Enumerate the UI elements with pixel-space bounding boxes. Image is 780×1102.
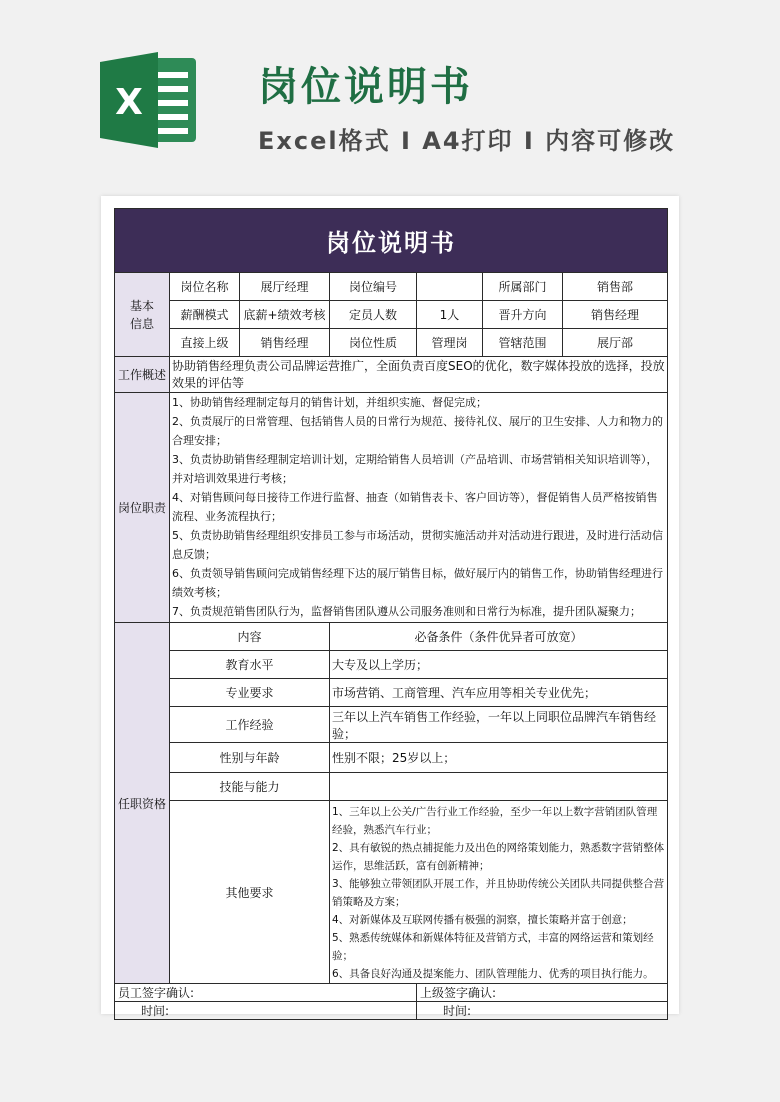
qual-value: 市场营销、工商管理、汽车应用等相关专业优先；	[330, 679, 668, 707]
cell-value: 1人	[417, 301, 483, 329]
qual-value: 性别不限；25岁以上；	[330, 743, 668, 773]
banner	[0, 0, 780, 190]
requirement-item: 5、熟悉传统媒体和新媒体特征及营销方式，丰富的网络运营和策划经验；	[332, 932, 654, 962]
duty-item: 2、负责展厅的日常管理、包括销售人员的日常行为规范、接待礼仪、展厅的卫生安排、人力和物力的合理安排；	[172, 415, 663, 447]
qualification-label: 任职资格	[115, 623, 170, 984]
employee-time: 时间:	[115, 1002, 417, 1020]
requirement-item: 4、对新媒体及互联网传播有极强的洞察，擅长策略并富于创意；	[332, 914, 633, 926]
other-requirements	[330, 801, 668, 984]
requirement-item: 6、具备良好沟通及提案能力、团队管理能力、优秀的项目执行能力。	[332, 968, 654, 980]
banner-subtitle: Excel格式 I A4打印 I 内容可修改	[258, 127, 676, 155]
qual-item: 教育水平	[170, 651, 330, 679]
qual-item: 性别与年龄	[170, 743, 330, 773]
cell-label: 所属部门	[483, 273, 563, 301]
duty-item: 5、负责协助销售经理组织安排员工参与市场活动，贯彻实施活动并对活动进行跟进，及时进行活动信息反馈；	[172, 529, 663, 561]
cell-label: 直接上级	[170, 329, 240, 357]
excel-icon	[100, 48, 200, 152]
duties-list	[170, 393, 668, 623]
basic-info-label: 基本信息	[115, 273, 170, 357]
cell-value: 底薪+绩效考核	[240, 301, 330, 329]
cell-value: 销售经理	[240, 329, 330, 357]
qual-header-value: 必备条件（条件优异者可放宽）	[330, 623, 668, 651]
duty-item: 3、负责协助销售经理制定培训计划，定期给销售人员培训（产品培训、市场营销相关知识培训等），并对培训效果进行考核；	[172, 453, 658, 485]
logo-letter: X	[115, 82, 143, 123]
qual-value: 三年以上汽车销售工作经验，一年以上同职位品牌汽车销售经验；	[330, 707, 668, 743]
cell-label: 岗位名称	[170, 273, 240, 301]
banner-title: 岗位说明书	[258, 64, 473, 110]
requirement-item: 1、三年以上公关/广告行业工作经验，至少一年以上数字营销团队管理经验，熟悉汽车行业；	[332, 806, 658, 836]
overview-text: 协助销售经理负责公司品牌运营推广，全面负责百度SEO的优化，数字媒体投放的选择，投放效果的评估等	[170, 357, 668, 393]
duty-item: 1、协助销售经理制定每月的销售计划，并组织实施、督促完成；	[172, 396, 487, 409]
cell-value: 管理岗	[417, 329, 483, 357]
qual-header-item: 内容	[170, 623, 330, 651]
overview-label: 工作概述	[115, 357, 170, 393]
cell-value: 销售经理	[563, 301, 668, 329]
qual-item: 工作经验	[170, 707, 330, 743]
qual-value: 大专及以上学历；	[330, 651, 668, 679]
employee-sign: 员工签字确认:	[115, 984, 417, 1002]
duty-item: 4、对销售顾问每日接待工作进行监督、抽查（如销售表卡、客户回访等），督促销售人员严格按销售流程、业务流程执行；	[172, 491, 658, 523]
cell-value: 展厅经理	[240, 273, 330, 301]
job-description-table	[114, 208, 668, 1020]
qual-value	[330, 773, 668, 801]
duty-item: 7、负责规范销售团队行为，监督销售团队遵从公司服务准则和日常行为标准，提升团队凝聚力；	[172, 605, 641, 618]
sheet-title: 岗位说明书	[115, 209, 668, 273]
cell-label: 晋升方向	[483, 301, 563, 329]
qual-item-other: 其他要求	[170, 801, 330, 984]
cell-label: 定员人数	[330, 301, 417, 329]
qual-item: 技能与能力	[170, 773, 330, 801]
cell-value: 销售部	[563, 273, 668, 301]
superior-time: 时间:	[417, 1002, 668, 1020]
duties-label: 岗位职责	[115, 393, 170, 623]
requirement-item: 2、具有敏锐的热点捕捉能力及出色的网络策划能力，熟悉数字营销整体运作，思维活跃，富有创新精神；	[332, 842, 665, 872]
cell-label: 管辖范围	[483, 329, 563, 357]
duty-item: 6、负责领导销售顾问完成销售经理下达的展厅销售目标，做好展厅内的销售工作，协助销售经理进行绩效考核；	[172, 567, 663, 599]
cell-label: 岗位性质	[330, 329, 417, 357]
qual-item: 专业要求	[170, 679, 330, 707]
cell-value: 展厅部	[563, 329, 668, 357]
cell-label: 薪酬模式	[170, 301, 240, 329]
requirement-item: 3、能够独立带领团队开展工作，并且协助传统公关团队共同提供整合营销策略及方案；	[332, 878, 665, 908]
cell-value	[417, 273, 483, 301]
superior-sign: 上级签字确认:	[417, 984, 668, 1002]
cell-label: 岗位编号	[330, 273, 417, 301]
